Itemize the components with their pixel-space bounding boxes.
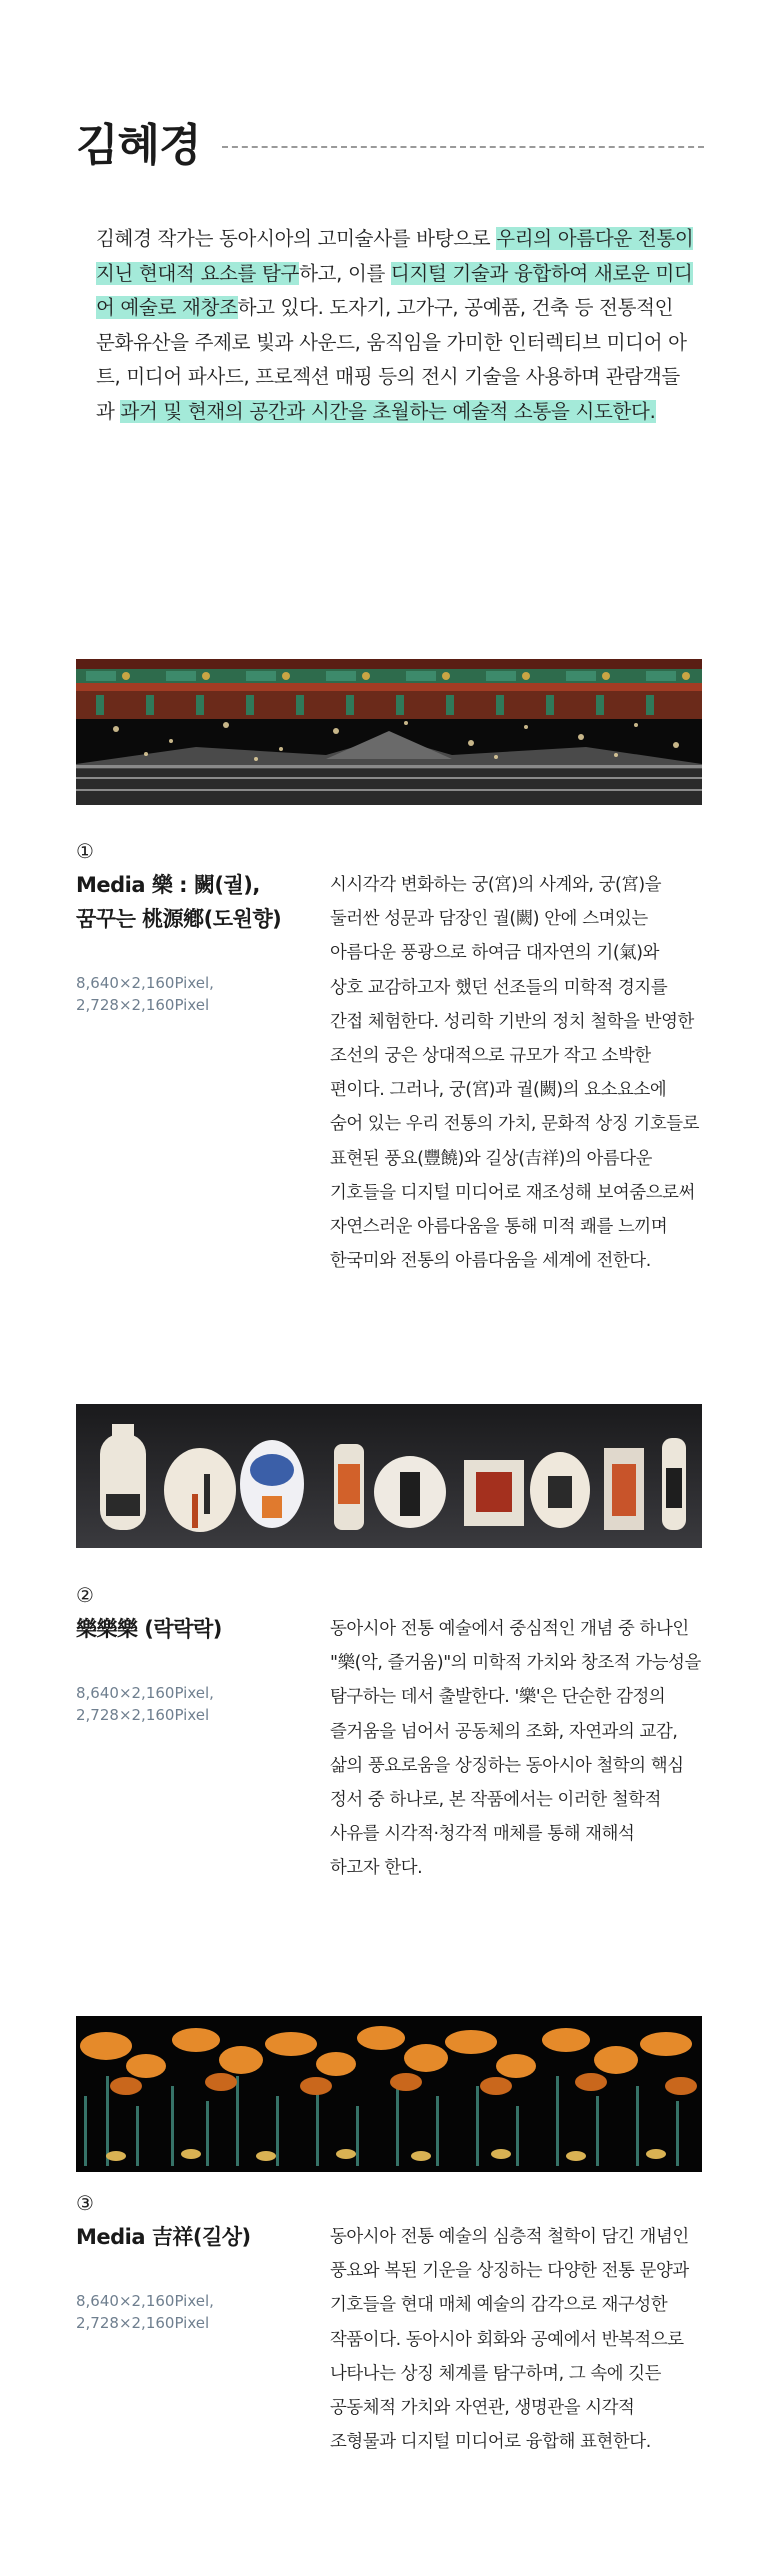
artwork-image-plants [76,2016,702,2172]
artwork-image-palace [76,659,702,805]
intro-highlight: 디지털 기술과 융합하여 새로운 미디어 예술로 재창조 [96,261,693,319]
artist-name: 김혜경 [76,120,201,171]
palace-artwork-icon [76,659,702,805]
work-number: ③ [76,2191,94,2215]
intro-text: 하고 있다. 도자기, 고가구, 공예품, 건축 등 전통적인 문화유산을 주제로 빛과 사운드, 움직임을 가미한 인터렉티브 미디어 아트, 미디어 파사드, 프로젝션 매핑 등의 전시 기술을 사용하며 관람객들과 [96,296,687,423]
work-number: ① [76,839,94,863]
work-spec: 8,640×2,160Pixel, 2,728×2,160Pixel [76,2292,214,2332]
work-title: 樂樂樂 (락락락) [76,1617,222,1641]
work-entry-1 [76,838,704,1278]
plants-artwork-icon [76,2016,702,2172]
artist-header [76,116,704,176]
intro-text: 김혜경 작가는 동아시아의 고미술사를 바탕으로 [96,227,497,250]
work-description: 시시각각 변화하는 궁(宮)의 사계와, 궁(宮)을 둘러싼 성문과 담장인 궐(闕) 안에 스며있는 아름다운 풍광으로 하여금 대자연의 기(氣)와 상호 교감하고자 했던 선조들의 미학적 경지를 간접 체험한다. 성리학 기반의 정치 철학을 반영한 조선의 궁은 상대적으로 규모가 작고 소박한 편이다. 그러나, 궁(宮)과 궐(闕)의 요소요소에 숨어 있는 우리 전통의 가치, 문화적 상징 기호들로 표현된 풍요(豐饒)와 길상(吉祥)의 아름다운 기호들을 디지털 미디어로 재조성해 보여줌으로써 자연스러운 아름다움을 통해 미적 쾌를 느끼며 한국미와 전통의 아름다움을 세계에 전한다. [330,875,700,1272]
intro-highlight: 과거 및 현재의 공간과 시간을 초월하는 예술적 소통을 시도한다. [120,399,656,423]
work-title: Media 樂 : 闕(궐), 꿈꾸는 桃源鄕(도원향) [76,873,282,931]
work-number: ② [76,1583,94,1607]
vases-artwork-icon [76,1404,702,1548]
work-spec: 8,640×2,160Pixel, 2,728×2,160Pixel [76,974,214,1014]
work-entry-2 [76,1582,704,1902]
intro-highlight: 우리의 아름다운 전통이 지닌 현대적 요소를 탐구 [96,227,694,285]
work-description: 동아시아 전통 예술에서 중심적인 개념 중 하나인 "樂(악, 즐거움)"의 미학적 가치와 창조적 가능성을 탐구하는 데서 출발한다. '樂'은 단순한 감정의 즐거움을 넘어서 공동체의 조화, 자연과의 교감, 삶의 풍요로움을 상징하는 동아시아 철학의 핵심 정서 중 하나로, 본 작품에서는 이러한 철학적 사유를 시각적·청각적 매체를 통해 재해석 하고자 한다. [330,1619,701,1879]
work-spec: 8,640×2,160Pixel, 2,728×2,160Pixel [76,1684,214,1724]
work-title: Media 吉祥(길상) [76,2225,251,2249]
artwork-image-vases [76,1404,702,1548]
intro-paragraph [96,222,696,429]
work-description: 동아시아 전통 예술의 심층적 철학이 담긴 개념인 풍요와 복된 기운을 상징하는 다양한 전통 문양과 기호들을 현대 매체 예술의 감각으로 재구성한 작품이다. 동아시아 회화와 공예에서 반복적으로 나타나는 상징 체계를 탐구하며, 그 속에 깃든 공동체적 가치와 자연관, 생명관을 시각적 조형물과 디지털 미디어로 융합해 표현한다. [330,2227,689,2453]
dashed-divider [222,146,704,148]
work-entry-3 [76,2190,704,2490]
intro-text: 하고, 이를 [299,261,391,285]
